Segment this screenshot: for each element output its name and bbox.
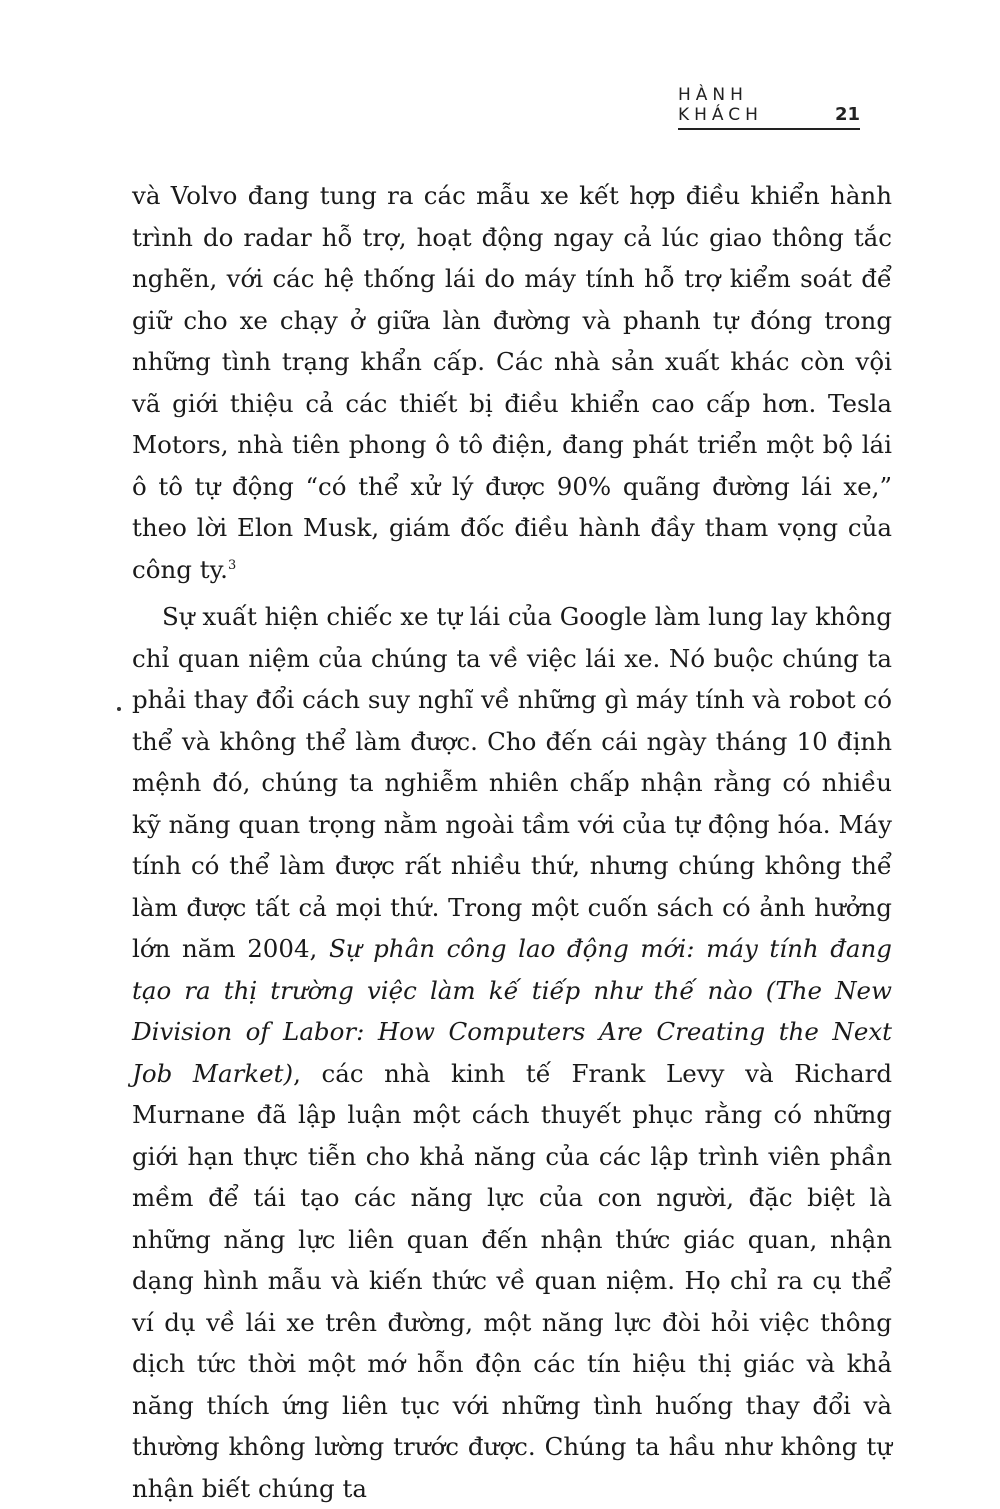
running-header xyxy=(678,85,860,130)
paragraph xyxy=(132,596,892,1509)
paragraph xyxy=(132,175,892,590)
footnote-marker: 3 xyxy=(227,557,237,573)
page-number: 21 xyxy=(834,104,860,125)
running-title: HÀNH KHÁCH xyxy=(678,85,763,125)
paragraph-text: Sự xuất hiện chiếc xe tự lái của Google làm lung lay không chỉ quan niệm của chúng ta về việc lái xe. Nó buộc chúng ta phải thay đổi cách suy nghĩ về những gì máy tính và robot có thể và không thể làm được. Cho đến cái ngày tháng 10 định mệnh đó, chúng ta nghiễm nhiên chấp nhận rằng có nhiều kỹ năng quan trọng nằm ngoài tầm với của tự động hóa. Máy tính có thể làm được rất nhiều thứ, nhưng chúng không thể làm được tất cả mọi thứ. Trong một cuốn sách có ảnh hưởng lớn năm 2004, xyxy=(132,602,892,963)
paragraph-text: và Volvo đang tung ra các mẫu xe kết hợp điều khiển hành trình do radar hỗ trợ, hoạt động ngay cả lúc giao thông tắc nghẽn, với các hệ thống lái do máy tính hỗ trợ kiểm soát để giữ cho xe chạy ở giữa làn đường và phanh tự đóng trong những tình trạng khẩn cấp. Các nhà sản xuất khác còn vội vã giới thiệu cả các thiết bị điều khiển cao cấp hơn. Tesla Motors, nhà tiên phong ô tô điện, đang phát triển một bộ lái ô tô tự động “có thể xử lý được 90% quãng đường lái xe,” theo lời Elon Musk, giám đốc điều hành đầy tham vọng của công ty. xyxy=(132,181,892,584)
paragraph-text: , các nhà kinh tế Frank Levy và Richard Murnane đã lập luận một cách thuyết phục rằng có những giới hạn thực tiễn cho khả năng của các lập trình viên phần mềm để tái tạo các năng lực của con người, đặc biệt là những năng lực liên quan đến nhận thức giác quan, nhận dạng hình mẫu và kiến thức về quan niệm. Họ chỉ ra cụ thể ví dụ về lái xe trên đường, một năng lực đòi hỏi việc thông dịch tức thời một mớ hỗn độn các tín hiệu thị giác và khả năng thích ứng liên tục với những tình huống thay đổi và thường không lường trước được. Chúng ta hầu như không tự nhận biết chúng ta xyxy=(132,1058,892,1503)
book-title: Sự phân công lao động mới: máy tính đang tạo ra thị trường việc làm kế tiếp như thế nào (The New Division of Labor: How Computers Are Creating the Next Job Market) xyxy=(132,934,892,1088)
scan-speck xyxy=(117,707,121,711)
body-text xyxy=(132,175,892,1509)
